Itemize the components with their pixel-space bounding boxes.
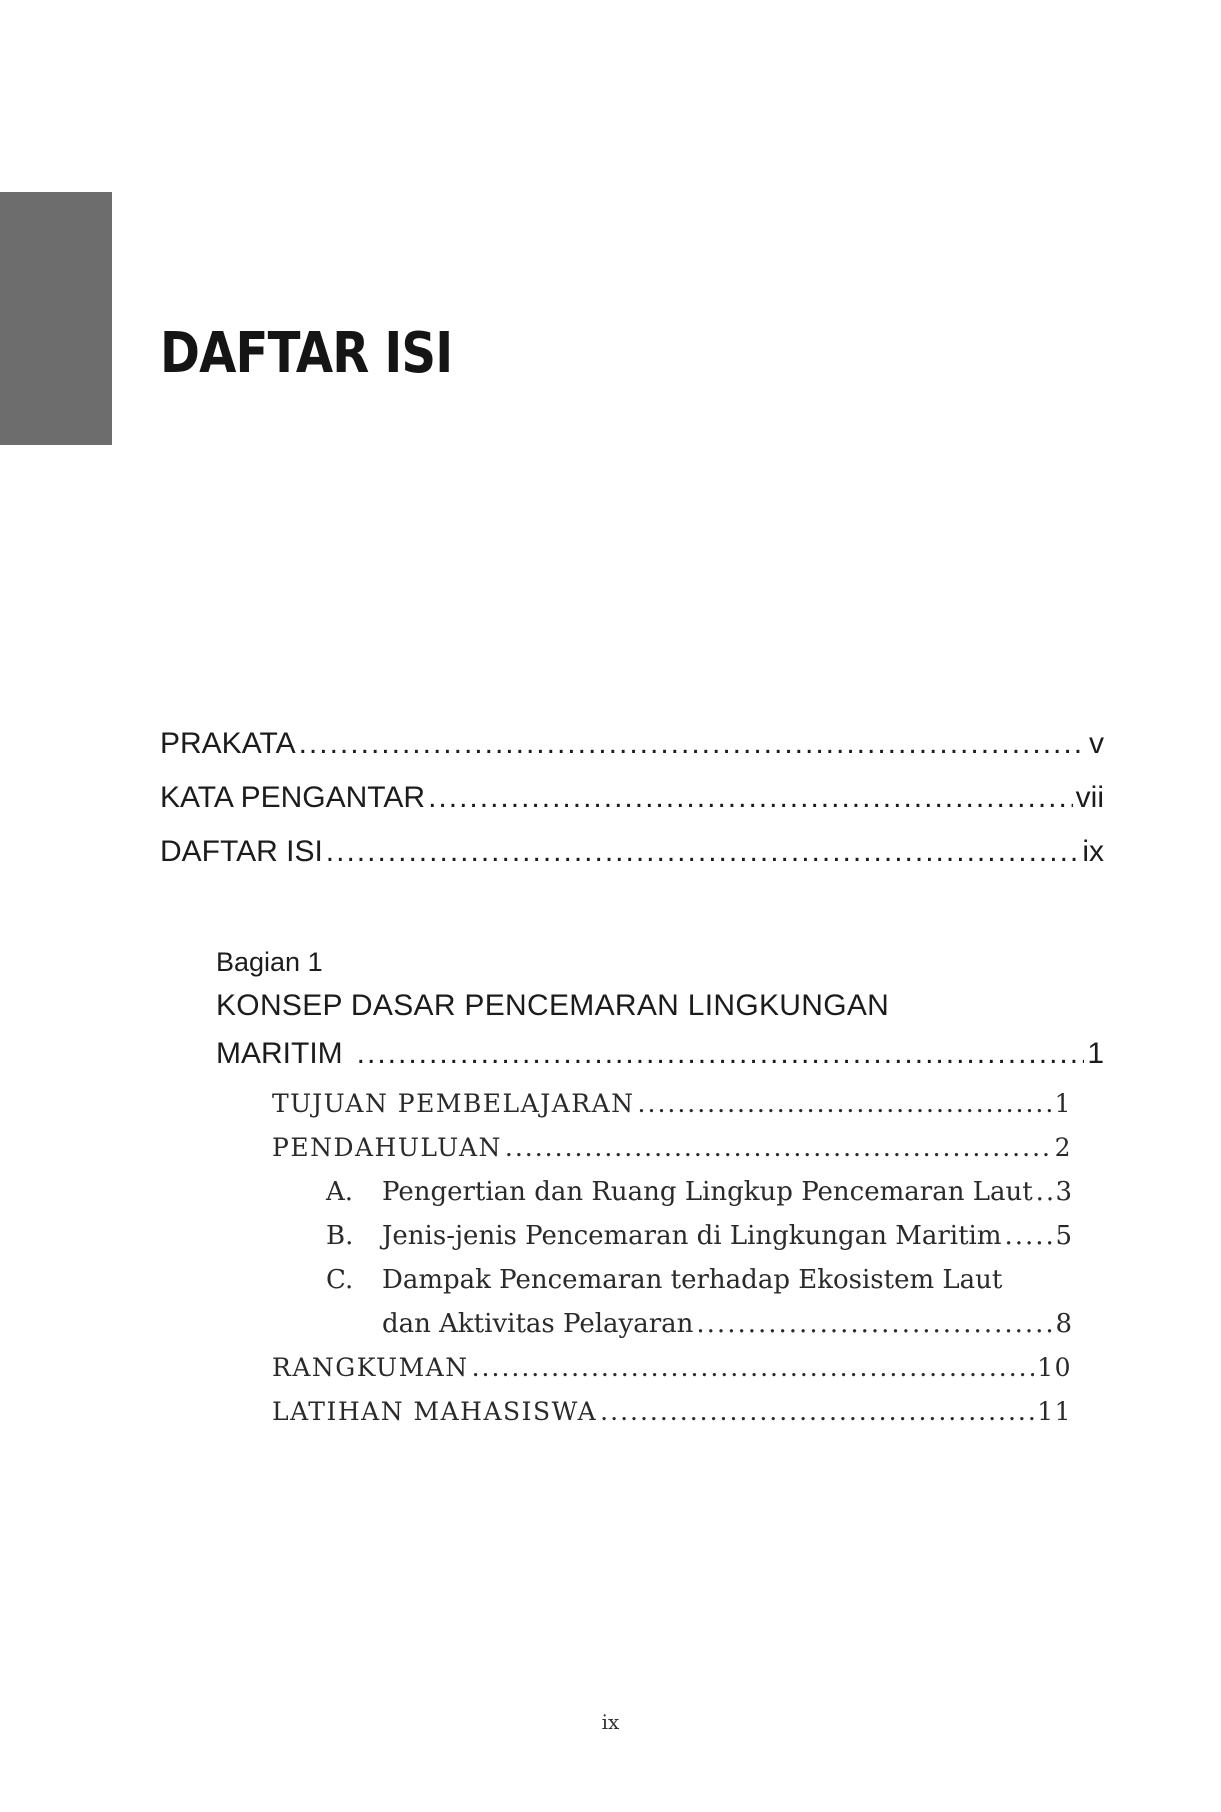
dot-leader — [326, 832, 1080, 872]
dot-leader — [505, 1130, 1052, 1166]
toc-entry-page: 8 — [1055, 1309, 1072, 1339]
toc-entry-pendahuluan[interactable] — [272, 1130, 1072, 1166]
toc-entry-page: 5 — [1055, 1221, 1072, 1251]
part-label: Bagian 1 — [216, 947, 323, 977]
toc-entry-page: v — [1089, 727, 1104, 760]
subsection-marker: B. — [326, 1221, 354, 1251]
part-title-line1: KONSEP DASAR PENCEMARAN LINGKUNGAN — [216, 989, 890, 1022]
toc-entry-part1[interactable] — [216, 1034, 1104, 1074]
toc-entry-label: TUJUAN PEMBELAJARAN — [272, 1089, 635, 1118]
page-title: DAFTAR ISI — [160, 321, 453, 386]
toc-entry-label: PRAKATA — [160, 727, 296, 760]
toc-entry-subsection-b[interactable] — [326, 1218, 1072, 1254]
toc-entry-label: Jenis-jenis Pencemaran di Lingkungan Maritim — [382, 1221, 1002, 1251]
toc-entry-prakata[interactable] — [160, 724, 1104, 764]
chapter-side-tab — [0, 192, 112, 445]
toc-entry-page: 1 — [1087, 1037, 1104, 1070]
footer-page-number: ix — [601, 1710, 620, 1734]
toc-entry-tujuan-pembelajaran[interactable] — [272, 1086, 1072, 1122]
toc-entry-label: Pengertian dan Ruang Lingkup Pencemaran Laut — [382, 1177, 1033, 1207]
subsection-marker: A. — [326, 1177, 354, 1207]
toc-entry-label: dan Aktivitas Pelayaran — [382, 1309, 694, 1339]
toc-entry-page: 1 — [1054, 1089, 1072, 1118]
dot-leader — [638, 1086, 1052, 1122]
dot-leader — [357, 1034, 1085, 1074]
dot-leader — [428, 778, 1073, 818]
subsection-marker: C. — [326, 1265, 354, 1295]
toc-entry-label: MARITIM — [216, 1037, 343, 1070]
toc-entry-page: 11 — [1037, 1397, 1072, 1426]
toc-entry-label: PENDAHULUAN — [272, 1133, 502, 1162]
toc-entry-label: LATIHAN MAHASISWA — [272, 1397, 598, 1426]
toc-entry-daftar-isi[interactable] — [160, 832, 1104, 872]
dot-leader — [299, 724, 1086, 764]
dot-leader — [1005, 1218, 1053, 1254]
dot-leader — [1036, 1174, 1053, 1210]
dot-leader — [696, 1306, 1052, 1342]
dot-leader — [600, 1394, 1034, 1430]
toc-entry-subsection-c-line1[interactable] — [326, 1262, 1002, 1298]
dot-leader — [472, 1350, 1035, 1386]
toc-entry-label: RANGKUMAN — [272, 1353, 469, 1382]
toc-entry-page: 3 — [1055, 1177, 1072, 1207]
toc-entry-latihan-mahasiswa[interactable] — [272, 1394, 1072, 1430]
toc-entry-page: ix — [1082, 835, 1104, 868]
toc-entry-label: KATA PENGANTAR — [160, 781, 426, 814]
toc-entry-rangkuman[interactable] — [272, 1350, 1072, 1386]
toc-entry-subsection-c[interactable] — [382, 1306, 1072, 1342]
toc-entry-page: 10 — [1037, 1353, 1072, 1382]
toc-entry-label: DAFTAR ISI — [160, 835, 323, 868]
toc-entry-page: vii — [1075, 781, 1104, 814]
toc-entry-kata-pengantar[interactable] — [160, 778, 1104, 818]
toc-entry-subsection-a[interactable] — [326, 1174, 1072, 1210]
toc-entry-page: 2 — [1054, 1133, 1072, 1162]
toc-entry-label: Dampak Pencemaran terhadap Ekosistem Laut — [382, 1265, 1003, 1295]
